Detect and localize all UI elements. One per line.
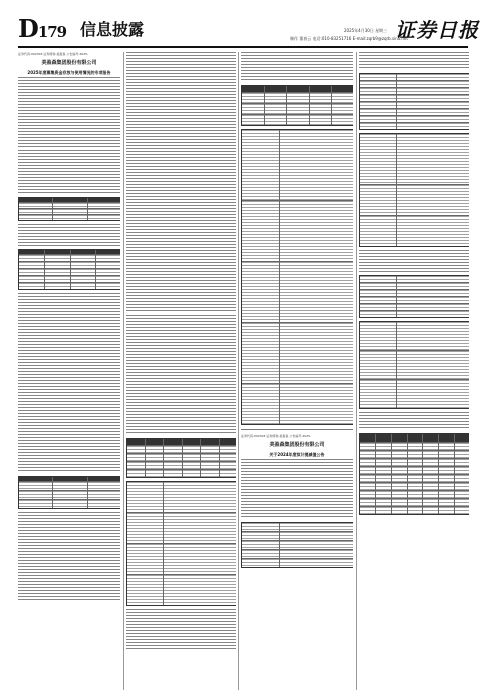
- column-4-body-2: [359, 250, 469, 272]
- column-4-table-1: [359, 73, 469, 130]
- article-1-body-1: [18, 77, 120, 147]
- column-2-body-2: [126, 315, 236, 435]
- column-divider: [356, 52, 357, 690]
- column-4-body-3: [359, 412, 469, 430]
- article-2-body-1: [241, 459, 353, 519]
- article-1-table-2: [18, 249, 120, 290]
- article-1-company: 美盈森集团股份有限公司: [41, 60, 97, 66]
- column-divider: [123, 52, 124, 690]
- column-3-table-2: [241, 129, 353, 425]
- article-1-body-5: [18, 512, 120, 602]
- article-1-meta: 证券代码:002303 证券简称:美盈森 公告编号:2025-: [18, 52, 89, 56]
- column-2-body-1: [126, 52, 236, 312]
- column-3-body-1: [241, 52, 353, 82]
- column-divider: [238, 52, 239, 690]
- article-1-table-3: [18, 476, 120, 509]
- masthead: [0, 0, 484, 48]
- date-line: 2025年4月30日 星期三: [344, 28, 388, 33]
- column-3-table-1: [241, 85, 353, 126]
- article-2-title: 关于2024年度拟计提减值公告: [269, 451, 325, 457]
- article-1-title: 2025年度募集资金存放与使用情况的专项报告: [27, 70, 111, 76]
- article-1-body-2: [18, 150, 120, 194]
- column-2-body-3: [126, 609, 236, 649]
- newspaper-logo: 证券日报: [395, 18, 479, 42]
- column-1: [18, 52, 120, 690]
- article-2-company: 美盈森集团股份有限公司: [269, 441, 325, 448]
- article-2-table-1: [241, 522, 353, 568]
- column-2-table-1: [126, 438, 236, 478]
- contact-line: 制作 董春云 电话:010-83251716 E-mail:zqrb9@zqrb.sina.net: [290, 36, 408, 41]
- column-2-table-2: [126, 481, 236, 606]
- column-4-table-3: [359, 275, 469, 318]
- column-4: [359, 52, 469, 690]
- article-1-body-3: [18, 224, 120, 246]
- column-4-table-4: [359, 321, 469, 409]
- column-2: [126, 52, 236, 690]
- section-title: 信息披露: [80, 20, 145, 39]
- masthead-rule: [18, 46, 468, 48]
- column-4-body-1: [359, 52, 469, 70]
- page-letter: D: [18, 14, 38, 43]
- article-divider: [241, 429, 353, 430]
- column-3: [241, 52, 353, 690]
- column-4-table-5: [359, 433, 469, 515]
- article-2-meta: 证券代码:002303 证券简称:美盈森 公告编号:2025-: [241, 433, 312, 438]
- column-4-table-2: [359, 133, 469, 247]
- page-number: 179: [37, 23, 67, 41]
- page-code: [18, 14, 66, 43]
- article-1-body-4: [18, 293, 120, 473]
- article-1-table-1: [18, 197, 120, 221]
